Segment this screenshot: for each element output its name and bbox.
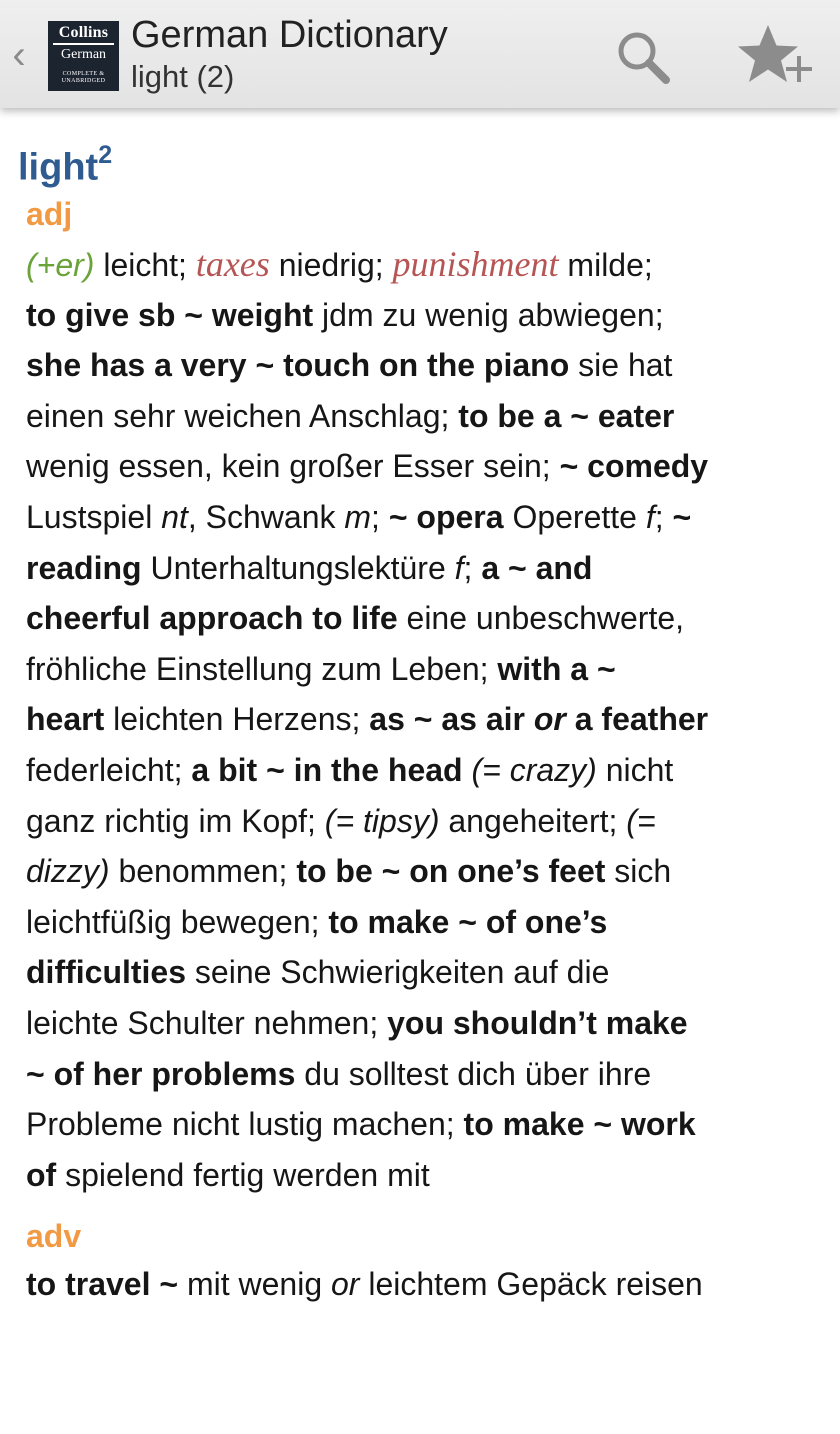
definition-segment: m	[344, 498, 372, 535]
definition-segment: leicht;	[94, 247, 196, 283]
definition-line	[26, 897, 836, 948]
definition-line	[26, 1150, 836, 1201]
definition-segment: a feather	[565, 701, 709, 738]
definition-line	[26, 1099, 836, 1150]
logo-divider	[53, 43, 114, 45]
definition-segment: ;	[371, 498, 389, 535]
definition-segment: leichtem Gepäck reisen	[359, 1266, 703, 1302]
back-arrow-icon[interactable]: ‹	[12, 33, 26, 77]
adv-sense	[26, 1259, 836, 1310]
definition-segment: to give sb ~ weight	[26, 296, 314, 333]
definition-line	[26, 694, 836, 745]
definition-segment: ~	[672, 498, 692, 535]
homograph-number: 2	[98, 141, 113, 169]
definition-segment: leichtfüßig bewegen;	[26, 903, 329, 940]
definition-segment: einen sehr weichen Anschlag;	[26, 397, 459, 434]
definition-segment: heart	[26, 701, 105, 738]
title-block	[131, 12, 448, 95]
definition-segment: she has a very ~ touch on the piano	[26, 347, 570, 384]
adj-sense	[26, 239, 836, 1200]
definition-segment: (=	[626, 802, 656, 839]
definition-segment: to be a ~ eater	[458, 397, 675, 434]
definition-segment: mit wenig	[178, 1266, 331, 1302]
definition-line	[26, 441, 836, 492]
definition-segment: difficulties	[26, 954, 187, 991]
definition-segment: a bit ~ in the head	[191, 751, 463, 788]
definition-segment: seine Schwierigkeiten auf die	[186, 954, 610, 991]
definition-segment: du solltest dich über ihre	[295, 1055, 652, 1092]
definition-segment: Lustspiel	[26, 498, 162, 535]
definition-segment: milde;	[558, 247, 653, 283]
definition-line	[26, 593, 836, 644]
definition-segment: sich	[605, 853, 672, 890]
definition-segment: nt	[161, 498, 188, 535]
definition-segment: ~ opera	[388, 498, 504, 535]
definition-segment: spielend fertig werden mit	[56, 1156, 430, 1193]
definition-segment: nicht	[596, 751, 674, 788]
headword-text: light	[18, 146, 99, 189]
definition-segment: niedrig;	[269, 247, 393, 283]
definition-line	[26, 1259, 836, 1310]
definition-line	[26, 391, 836, 442]
definition-line	[26, 340, 836, 391]
definition-segment: punishment	[392, 244, 559, 284]
definition-segment: a ~ and	[481, 549, 593, 586]
definition-line	[26, 644, 836, 695]
definition-segment: taxes	[195, 244, 270, 284]
definition-segment: eine unbeschwerte,	[397, 600, 685, 637]
definition-segment: angeheitert;	[439, 802, 627, 839]
definition-segment: of	[26, 1156, 57, 1193]
definition-segment: Unterhaltungslektüre	[141, 549, 455, 586]
definition-segment: ~ comedy	[559, 448, 709, 485]
definition-segment: sie hat	[569, 347, 673, 384]
definition-segment: (= tipsy)	[324, 802, 440, 839]
headword	[18, 133, 112, 193]
definition-segment: f	[454, 549, 464, 586]
definition-segment: benommen;	[109, 853, 297, 890]
definition-segment: ganz richtig im Kopf;	[26, 802, 325, 839]
part-of-speech-adv: adv	[26, 1218, 82, 1254]
definition-line	[26, 998, 836, 1049]
definition-segment: Probleme nicht lustig machen;	[26, 1106, 464, 1143]
definition-segment: , Schwank	[187, 498, 345, 535]
definition-segment: dizzy)	[26, 853, 110, 890]
definition-segment: or	[533, 701, 566, 738]
definition-segment: ;	[463, 549, 482, 586]
collins-logo[interactable]	[48, 21, 119, 91]
definition-segment: federleicht;	[26, 751, 192, 788]
definition-segment: ~ of her problems	[26, 1055, 296, 1092]
part-of-speech-adj: adj	[26, 196, 73, 232]
app-title: German Dictionary	[131, 14, 448, 56]
entry-subtitle: light (2)	[131, 59, 235, 94]
definition-segment: ;	[654, 498, 673, 535]
definition-line	[26, 846, 836, 897]
logo-language: German	[60, 47, 107, 62]
definition-segment: fröhliche Einstellung zum Leben;	[26, 650, 498, 687]
logo-edition: COMPLETE & UNABRIDGED	[61, 71, 106, 84]
definition-segment: to be ~ on one’s feet	[296, 853, 606, 890]
definition-line	[26, 543, 836, 594]
definition-segment: (+er)	[26, 247, 95, 283]
definition-line	[26, 1049, 836, 1100]
definition-segment: to make ~ work	[463, 1106, 696, 1143]
search-icon[interactable]	[612, 26, 674, 88]
definition-line	[26, 239, 836, 290]
definition-segment: cheerful approach to life	[26, 600, 398, 637]
definition-segment: reading	[26, 549, 142, 586]
definition-segment: you shouldn’t make	[387, 1004, 688, 1041]
definition-segment: as ~ as air	[369, 701, 534, 738]
logo-brand: Collins	[58, 24, 109, 41]
definition-segment: f	[645, 498, 655, 535]
definition-line	[26, 745, 836, 796]
action-bar	[0, 0, 840, 108]
star-plus-icon[interactable]	[734, 22, 816, 88]
definition-segment: leichte Schulter nehmen;	[26, 1004, 388, 1041]
definition-segment: (= crazy)	[471, 751, 597, 788]
definition-segment: Operette	[503, 498, 646, 535]
definition-segment: with a ~	[497, 650, 616, 687]
definition-segment: leichten Herzens;	[104, 701, 370, 738]
definition-segment: to travel ~	[26, 1266, 179, 1302]
definition-line	[26, 290, 836, 341]
definition-segment: jdm zu wenig abwiegen;	[313, 296, 664, 333]
definition-segment: to make ~ of one’s	[328, 903, 608, 940]
definition-line	[26, 492, 836, 543]
definition-line	[26, 796, 836, 847]
definition-segment: or	[331, 1266, 360, 1302]
definition-line	[26, 947, 836, 998]
definition-segment: wenig essen, kein großer Esser sein;	[26, 448, 560, 485]
